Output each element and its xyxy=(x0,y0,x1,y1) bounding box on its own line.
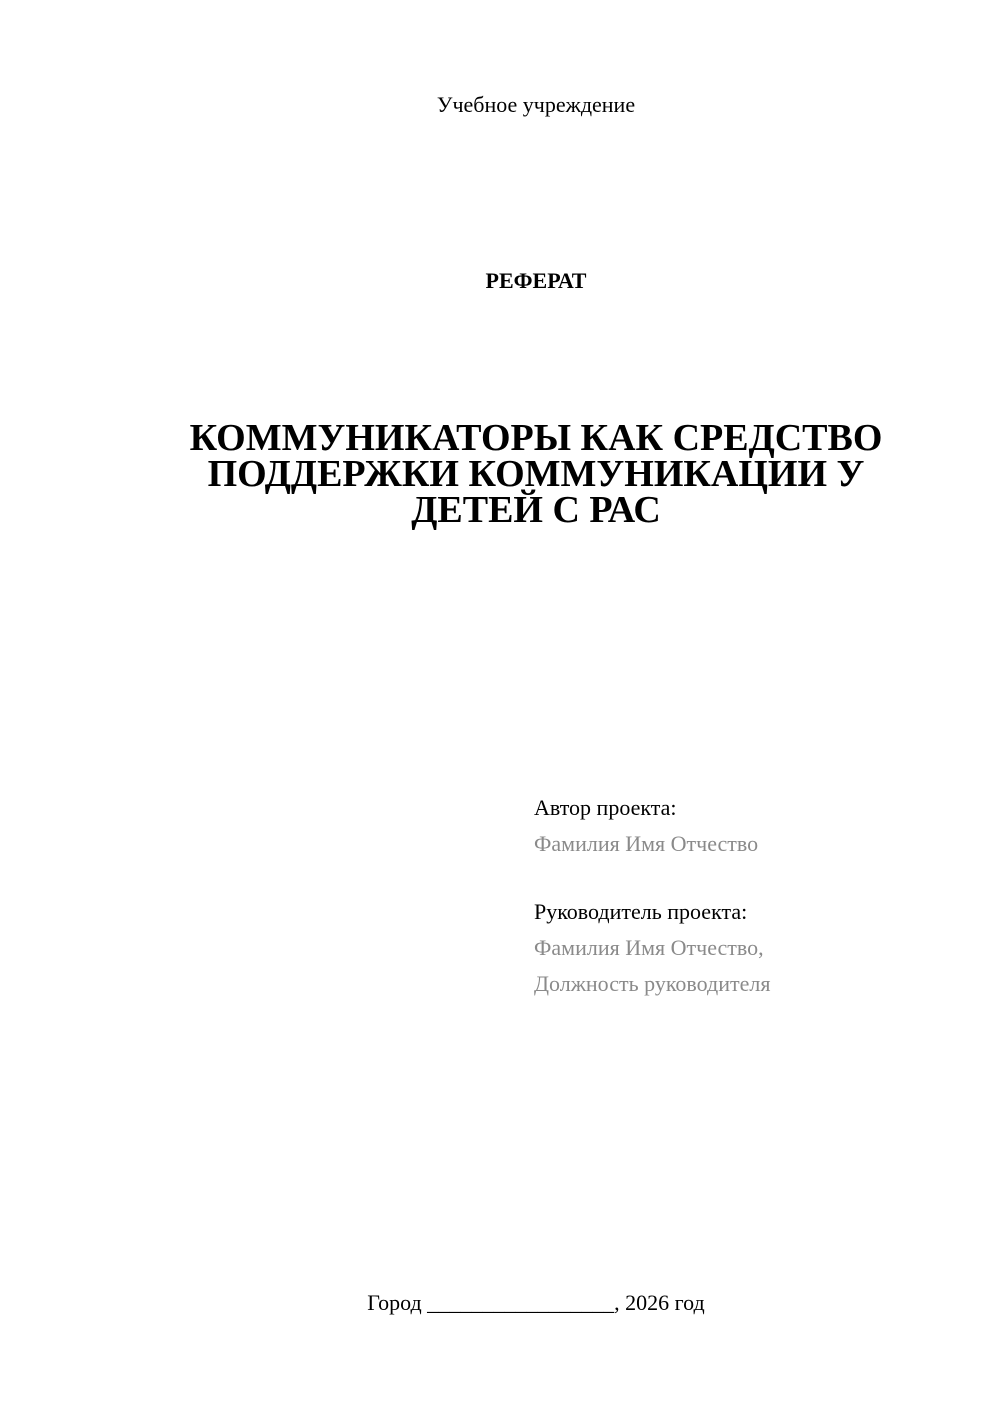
supervisor-block xyxy=(534,894,770,1002)
year-text: , 2026 год xyxy=(614,1290,705,1315)
city-year-line xyxy=(0,1290,1000,1316)
document-type: РЕФЕРАТ xyxy=(485,268,587,293)
city-label: Город xyxy=(367,1290,422,1315)
supervisor-name: Фамилия Имя Отчество, xyxy=(534,935,764,960)
author-label: Автор проекта: xyxy=(534,795,677,820)
author-name: Фамилия Имя Отчество xyxy=(534,831,759,856)
city-blank: _________________ xyxy=(427,1290,615,1315)
supervisor-position: Должность руководителя xyxy=(534,971,771,996)
document-title xyxy=(150,417,922,531)
institution-name: Учебное учреждение xyxy=(436,92,636,117)
title-line: КОММУНИКАТОРЫ КАК СРЕДСТВО xyxy=(189,417,883,459)
supervisor-label: Руководитель проекта: xyxy=(534,899,748,924)
title-line: ПОДДЕРЖКИ КОММУНИКАЦИИ У xyxy=(207,453,865,495)
title-line: ДЕТЕЙ С РАС xyxy=(411,489,661,531)
author-block xyxy=(534,790,758,862)
